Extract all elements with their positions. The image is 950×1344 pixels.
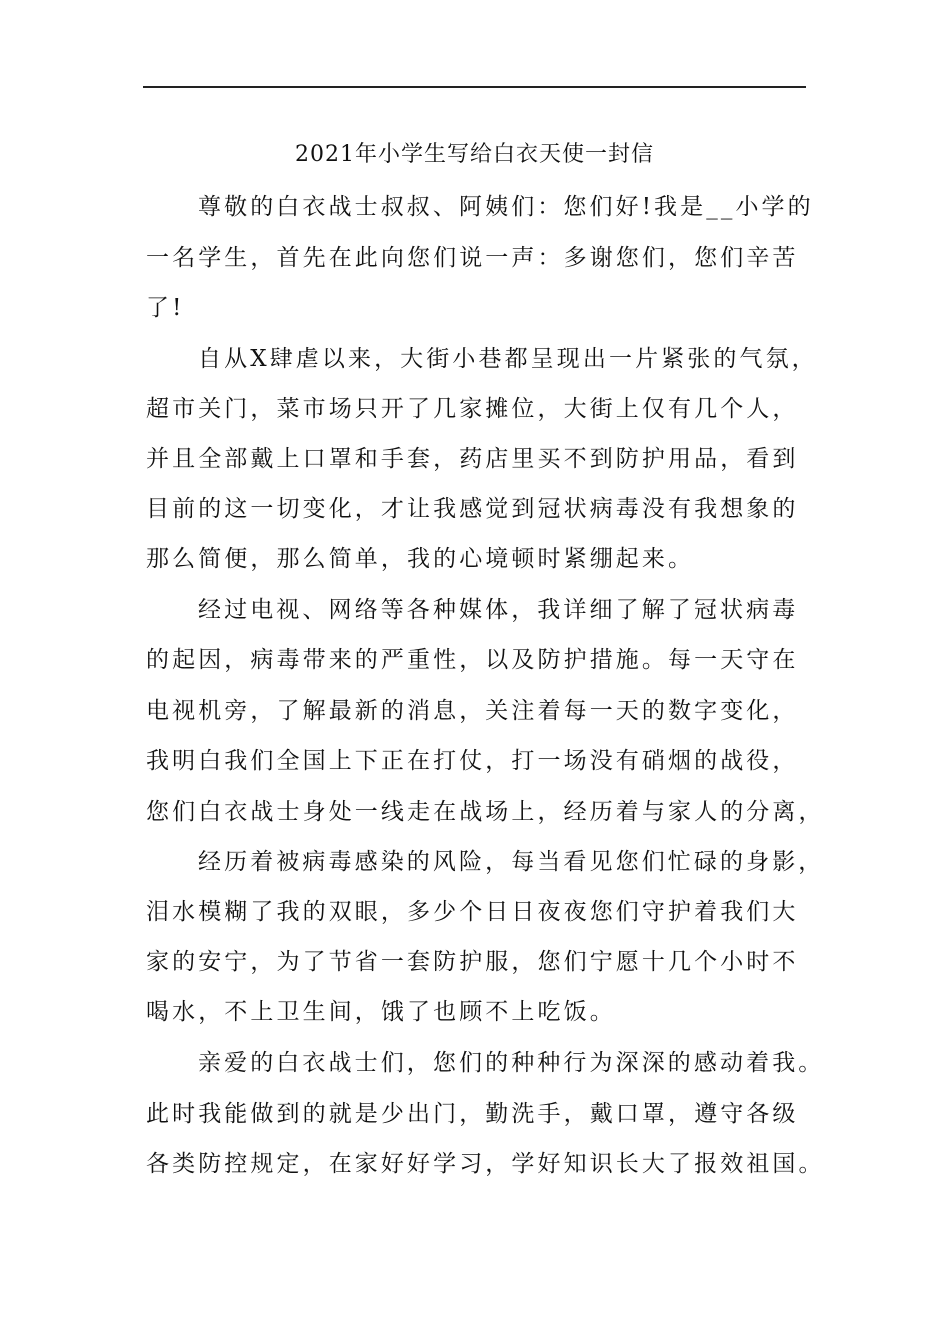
text-line: 您们白衣战士身处一线走在战场上，经历着与家人的分离， [146,799,825,825]
text-line: 此时我能做到的就是少出门，勤洗手，戴口罩，遵守各级 [146,1101,799,1127]
text-line: 经历着被病毒感染的风险，每当看见您们忙碌的身影， [198,849,825,875]
text-line: 家的安宁，为了节省一套防护服，您们宁愿十几个小时不 [146,949,799,975]
text-line: 一名学生，首先在此向您们说一声：多谢您们，您们辛苦 [146,245,799,271]
text-line: 目前的这一切变化，才让我感觉到冠状病毒没有我想象的 [146,496,799,522]
text-line: 我明白我们全国上下正在打仗，打一场没有硝烟的战役， [146,748,799,774]
text-line: 电视机旁，了解最新的消息，关注着每一天的数字变化， [146,698,799,724]
text-line: 超市关门，菜市场只开了几家摊位，大街上仅有几个人， [146,396,799,422]
text-line: 各类防控规定，在家好好学习，学好知识长大了报效祖国。 [146,1151,825,1177]
document-title: 2021年小学生写给白衣天使一封信 [295,142,654,167]
text-line: 泪水模糊了我的双眼，多少个日日夜夜您们守护着我们大 [146,899,799,925]
text-line: 尊敬的白衣战士叔叔、阿姨们：您们好!我是__小学的 [198,194,814,220]
header-rule [143,86,806,88]
text-line: 经过电视、网络等各种媒体，我详细了解了冠状病毒 [198,597,799,623]
text-line: 的起因，病毒带来的严重性，以及防护措施。每一天守在 [146,647,799,673]
text-line: 自从X肆虐以来，大街小巷都呈现出一片紧张的气氛， [198,346,818,372]
text-line: 并且全部戴上口罩和手套，药店里买不到防护用品，看到 [146,446,799,472]
text-line: 喝水，不上卫生间，饿了也顾不上吃饭。 [146,999,616,1025]
text-line: 亲爱的白衣战士们，您们的种种行为深深的感动着我。 [198,1050,825,1076]
text-line: 了! [146,295,185,321]
text-line: 那么简便，那么简单，我的心境顿时紧绷起来。 [146,546,695,572]
